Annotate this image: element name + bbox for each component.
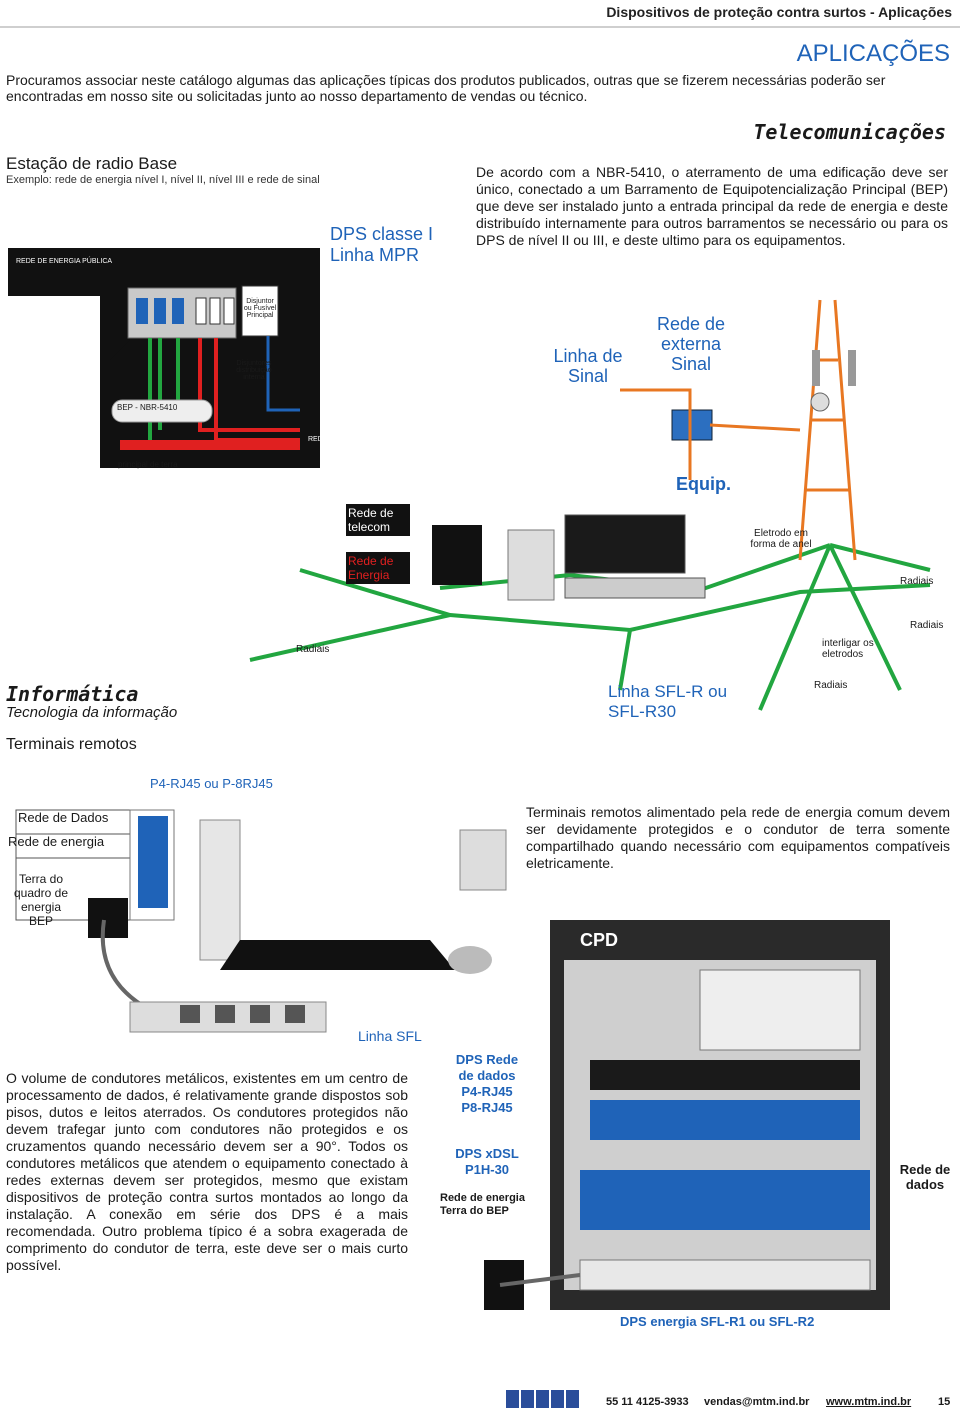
signal-line-label: Linha de Sinal	[553, 346, 623, 386]
radials-label-4: Radiais	[814, 680, 848, 691]
energy-net-label: Rede de Energia	[346, 552, 410, 584]
server-unit	[700, 970, 860, 1050]
dish-antenna	[811, 393, 829, 411]
dps-xdsl-label: DPS xDSL P1H-30	[455, 1146, 519, 1177]
external-signal-label: Rede de externa Sinal	[656, 314, 726, 374]
page-title: APLICAÇÕES	[796, 40, 950, 67]
telecom-body: De acordo com a NBR-5410, o aterramento de uma edificação deve ser único, conectado a um Barramento de Equipotencialização Principal (BEP) que deve ser instalado junto a entrada principal da rede de energia e deste distribuído internamente para outros barramentos se necessário ou para os DPS de nível II ou III, e deste ultimo para os equipamentos.	[476, 164, 948, 248]
breakers-label: Disjuntores distribuição interna	[236, 360, 272, 381]
public-grid-block	[8, 248, 100, 296]
radio-title: Estação de radio Base	[6, 154, 178, 173]
interconnect-label: interligar os eletrodos	[822, 638, 874, 660]
p4-dps	[138, 816, 168, 908]
wall-outlet	[88, 898, 128, 938]
energy-net-label-2: Rede de energia	[8, 834, 105, 849]
public-grid-label: REDE DE ENERGIA PÚBLICA	[16, 258, 113, 265]
main-ground-label: principal de terra	[118, 460, 178, 469]
radials-label-2: Radiais	[910, 620, 944, 631]
dps-row	[590, 1100, 860, 1140]
signal-dps	[672, 410, 712, 440]
printer	[460, 830, 506, 890]
energy-ground-label: Rede de energia Terra do BEP	[440, 1192, 525, 1217]
sfl-line-label: Linha SFL	[358, 1028, 422, 1044]
footer-phone: 55 11 4125-3933	[606, 1396, 689, 1408]
radials-label-3: Radiais	[296, 644, 330, 655]
dps-module	[172, 298, 184, 324]
telecom-title: Telecomunicações	[753, 120, 946, 144]
footer-email[interactable]: vendas@mtm.ind.br	[704, 1396, 810, 1408]
radio-base-diagram	[0, 240, 960, 720]
telecom-net-label: Rede de telecom	[346, 504, 410, 536]
dps-data-label: DPS Rede de dados P4-RJ45 P8-RJ45	[455, 1052, 519, 1115]
radials-label-1: Radiais	[900, 576, 934, 587]
telecom-cabinet	[508, 530, 554, 600]
footer-site[interactable]: www.mtm.ind.br	[826, 1396, 912, 1408]
dps-class-line2: Linha MPR	[330, 245, 420, 265]
it-title: Informática	[6, 682, 139, 706]
sfl-r-strip	[580, 1260, 870, 1290]
remote-terminals-title: Terminais remotos	[6, 736, 137, 753]
dps-class-line1: DPS classe I	[330, 224, 434, 244]
data-net-label: Rede de Dados	[18, 810, 109, 825]
junction-box	[432, 525, 482, 585]
keyboard	[220, 940, 455, 970]
mouse	[448, 946, 492, 974]
equipment-rack	[565, 515, 685, 573]
it-subtitle: Tecnologia da informação	[6, 704, 178, 721]
sflr-line-label: Linha SFL-R ou SFL-R30	[608, 682, 728, 721]
ground-bep-label: Terra do quadro de energia BEP	[13, 872, 69, 928]
cpd-body: O volume de condutores metálicos, existentes em um centro de processamento de dados, é relativamente grande dispostos sob pisos, dutos e leitos aterrados. Os condutores protegidos não devem trafegar junto com condutores não protegidos e os cruzamentos quando necessário devem ser a 90°. Todos os condutores metálicos que atendem o equipamento conectado à redes externas devem ser protegidos, mesmo que existam dispositivos de proteção contra surtos montados ao longo da instalação. A conexão em série dos DPS é a mais recomendada. Outro problema típico é a sobra exagerada de comprimento do condutor de terra, este deve ser o mais curto possível.	[6, 1070, 408, 1273]
bep-label: BEP - NBR-5410	[117, 403, 178, 412]
tower	[800, 300, 855, 560]
mtm-logo	[506, 1390, 581, 1413]
main-breaker-label: Disjuntor ou Fusível Principal	[243, 298, 277, 319]
internal-net-label: REDE INTERNA	[308, 436, 361, 443]
dps-panel	[580, 1170, 870, 1230]
running-header: Dispositivos de proteção contra surtos - Aplicações	[606, 4, 952, 20]
pc-tower	[200, 820, 240, 960]
ring-electrode-label: Eletrodo em forma de anel	[750, 528, 812, 550]
page-number: 15	[938, 1396, 951, 1408]
dps-class-label	[330, 224, 450, 266]
terminals-body: Terminais remotos alimentado pela rede de energia comum devem ser devidamente protegidos e o condutor de terra somente compartilhado quando necessário com equipamentos compatíveis eletricamente.	[526, 804, 950, 871]
data-net-right-label: Rede de dados	[899, 1162, 951, 1192]
building-block	[100, 248, 320, 468]
equip-label: Equip.	[676, 474, 731, 494]
radio-subtitle: Exemplo: rede de energia nível I, nível II, nível III e rede de sinal	[6, 174, 320, 186]
p4-label: P4-RJ45 ou P-8RJ45	[150, 776, 273, 791]
dps-module	[136, 298, 148, 324]
header-divider	[0, 26, 960, 28]
dps-module	[154, 298, 166, 324]
cpd-label: CPD	[580, 930, 619, 950]
intro-paragraph: Procuramos associar neste catálogo algumas das aplicações típicas dos produtos publicados, outras que se fizerem necessárias poderão ser encontradas em nosso site ou solicitadas junto ao nosso departamento de vendas ou técnico.	[6, 72, 886, 104]
dps-energy-label: DPS energia SFL-R1 ou SFL-R2	[620, 1314, 815, 1329]
